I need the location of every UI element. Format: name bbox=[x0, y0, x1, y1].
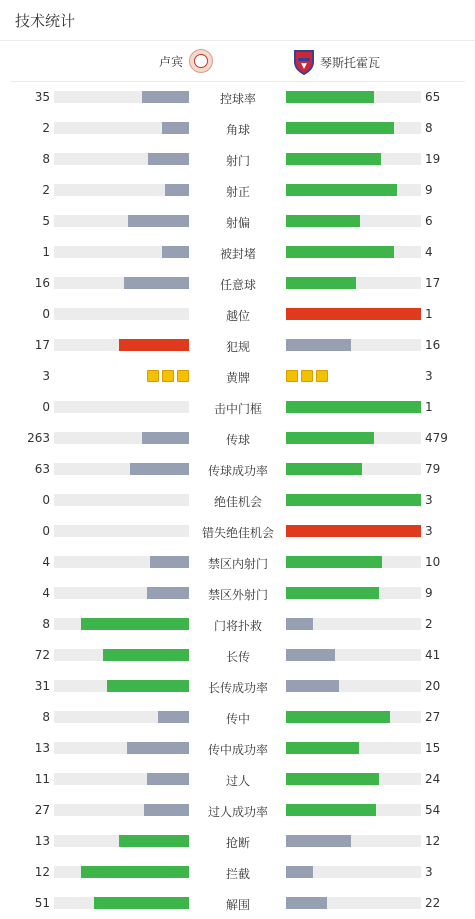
home-bar-fill bbox=[128, 215, 189, 227]
away-bar-fill bbox=[286, 432, 374, 444]
home-bar-fill bbox=[165, 184, 189, 196]
away-bar-track bbox=[286, 153, 421, 165]
away-bar-track bbox=[286, 339, 421, 351]
away-value: 9 bbox=[425, 183, 433, 197]
away-bar-fill bbox=[286, 277, 356, 289]
away-bar-fill bbox=[286, 649, 335, 661]
stat-label: 拦截 bbox=[225, 867, 250, 881]
stat-row bbox=[0, 330, 475, 361]
away-bar-fill bbox=[286, 463, 362, 475]
home-bar-track bbox=[54, 339, 189, 351]
stat-row bbox=[0, 795, 475, 826]
away-value: 3 bbox=[425, 865, 433, 879]
home-value: 0 bbox=[42, 493, 50, 507]
stat-label: 犯规 bbox=[225, 340, 250, 354]
home-team[interactable] bbox=[159, 49, 213, 73]
stat-row bbox=[0, 361, 475, 392]
home-bar-fill bbox=[107, 680, 189, 692]
home-value: 17 bbox=[34, 338, 50, 352]
away-value: 6 bbox=[425, 214, 433, 228]
home-bar-fill bbox=[162, 122, 189, 134]
stat-row bbox=[0, 609, 475, 640]
stat-label: 过人 bbox=[225, 774, 250, 788]
yellow-card-icon bbox=[177, 370, 189, 382]
away-value: 22 bbox=[425, 896, 441, 910]
away-bar-track bbox=[286, 246, 421, 258]
stat-row bbox=[0, 82, 475, 113]
home-bar-fill bbox=[81, 618, 189, 630]
home-bar-track bbox=[54, 649, 189, 661]
home-bar-track bbox=[54, 215, 189, 227]
home-value: 5 bbox=[42, 214, 50, 228]
home-bar-track bbox=[54, 835, 189, 847]
home-value: 63 bbox=[34, 462, 50, 476]
stat-row bbox=[0, 764, 475, 795]
home-bar-fill bbox=[130, 463, 189, 475]
stats-header bbox=[0, 0, 475, 41]
home-value: 12 bbox=[34, 865, 50, 879]
home-bar-track bbox=[54, 742, 189, 754]
away-value: 27 bbox=[425, 710, 441, 724]
home-value: 27 bbox=[34, 803, 50, 817]
stat-label: 任意球 bbox=[219, 278, 256, 292]
home-value: 3 bbox=[42, 369, 50, 383]
yellow-card-icon bbox=[286, 370, 298, 382]
stats-list bbox=[0, 82, 475, 919]
home-value: 2 bbox=[42, 121, 50, 135]
stat-label: 长传 bbox=[225, 650, 250, 664]
stat-row bbox=[0, 733, 475, 764]
away-value: 20 bbox=[425, 679, 441, 693]
away-bar-fill bbox=[286, 618, 313, 630]
away-bar-track bbox=[286, 432, 421, 444]
home-value: 8 bbox=[42, 617, 50, 631]
stat-row bbox=[0, 206, 475, 237]
home-bar-track bbox=[54, 463, 189, 475]
home-bar-track bbox=[54, 525, 189, 537]
away-bar-track bbox=[286, 866, 421, 878]
away-bar-fill bbox=[286, 339, 351, 351]
home-value: 0 bbox=[42, 400, 50, 414]
yellow-card-icon bbox=[316, 370, 328, 382]
stat-row bbox=[0, 237, 475, 268]
away-bar-fill bbox=[286, 866, 313, 878]
home-bar-fill bbox=[119, 835, 189, 847]
away-bar-track bbox=[286, 215, 421, 227]
home-bar-track bbox=[54, 91, 189, 103]
away-value: 9 bbox=[425, 586, 433, 600]
away-bar-fill bbox=[286, 680, 339, 692]
away-bar-fill bbox=[286, 122, 394, 134]
stat-row bbox=[0, 268, 475, 299]
stat-row bbox=[0, 113, 475, 144]
home-value: 4 bbox=[42, 555, 50, 569]
home-value: 16 bbox=[34, 276, 50, 290]
away-value: 3 bbox=[425, 524, 433, 538]
away-bar-track bbox=[286, 897, 421, 909]
home-bar-track bbox=[54, 680, 189, 692]
stat-row bbox=[0, 144, 475, 175]
stat-label: 禁区内射门 bbox=[207, 557, 268, 571]
away-value: 3 bbox=[425, 493, 433, 507]
away-bar-track bbox=[286, 308, 421, 320]
stat-row bbox=[0, 547, 475, 578]
stat-label: 传球 bbox=[225, 433, 250, 447]
away-bar-fill bbox=[286, 897, 327, 909]
stat-label: 控球率 bbox=[219, 92, 256, 106]
home-value: 0 bbox=[42, 307, 50, 321]
stat-label: 门将扑救 bbox=[213, 619, 262, 633]
stat-row bbox=[0, 640, 475, 671]
stat-label: 射门 bbox=[225, 154, 250, 168]
home-bar-track bbox=[54, 308, 189, 320]
home-bar-fill bbox=[147, 587, 189, 599]
stat-label: 错失绝佳机会 bbox=[201, 526, 274, 540]
stat-row bbox=[0, 857, 475, 888]
home-bar-fill bbox=[150, 556, 189, 568]
home-value: 13 bbox=[34, 741, 50, 755]
away-bar-fill bbox=[286, 525, 421, 537]
home-bar-track bbox=[54, 432, 189, 444]
stat-row bbox=[0, 299, 475, 330]
home-bar-fill bbox=[142, 91, 189, 103]
away-bar-track bbox=[286, 401, 421, 413]
away-value: 24 bbox=[425, 772, 441, 786]
home-value: 13 bbox=[34, 834, 50, 848]
home-bar-fill bbox=[119, 339, 189, 351]
page-title: 技术统计 bbox=[15, 12, 76, 30]
home-bar-fill bbox=[142, 432, 189, 444]
home-bar-track bbox=[54, 773, 189, 785]
away-bar-track bbox=[286, 91, 421, 103]
away-value: 10 bbox=[425, 555, 441, 569]
stat-label: 射偏 bbox=[225, 216, 250, 230]
stat-label: 绝佳机会 bbox=[213, 495, 262, 509]
home-bar-fill bbox=[148, 153, 189, 165]
away-value: 54 bbox=[425, 803, 441, 817]
away-bar-fill bbox=[286, 742, 359, 754]
away-value: 79 bbox=[425, 462, 441, 476]
yellow-card-icon bbox=[162, 370, 174, 382]
home-team-name: 卢宾 bbox=[158, 54, 183, 69]
stat-row bbox=[0, 888, 475, 919]
stat-row bbox=[0, 175, 475, 206]
away-yellow-cards bbox=[286, 370, 328, 382]
away-bar-fill bbox=[286, 153, 381, 165]
away-bar-fill bbox=[286, 215, 360, 227]
stat-label: 解围 bbox=[225, 898, 250, 912]
stat-label: 传中成功率 bbox=[207, 743, 268, 757]
away-bar-fill bbox=[286, 308, 421, 320]
away-bar-fill bbox=[286, 711, 390, 723]
home-bar-fill bbox=[127, 742, 189, 754]
home-bar-fill bbox=[124, 277, 189, 289]
away-bar-fill bbox=[286, 556, 382, 568]
away-bar-track bbox=[286, 184, 421, 196]
home-value: 2 bbox=[42, 183, 50, 197]
away-value: 1 bbox=[425, 307, 433, 321]
home-bar-track bbox=[54, 184, 189, 196]
home-bar-fill bbox=[144, 804, 189, 816]
away-bar-track bbox=[286, 711, 421, 723]
stat-label: 黄牌 bbox=[225, 371, 250, 385]
stat-row bbox=[0, 392, 475, 423]
home-value: 4 bbox=[42, 586, 50, 600]
away-value: 65 bbox=[425, 90, 441, 104]
home-bar-fill bbox=[103, 649, 189, 661]
stat-row bbox=[0, 516, 475, 547]
stat-row bbox=[0, 578, 475, 609]
teams-row bbox=[10, 41, 465, 82]
away-bar-fill bbox=[286, 494, 421, 506]
home-value: 72 bbox=[34, 648, 50, 662]
yellow-card-icon bbox=[147, 370, 159, 382]
home-value: 35 bbox=[34, 90, 50, 104]
away-bar-fill bbox=[286, 91, 374, 103]
away-value: 1 bbox=[425, 400, 433, 414]
home-value: 11 bbox=[34, 772, 50, 786]
away-team[interactable] bbox=[293, 49, 380, 75]
stat-label: 射正 bbox=[225, 185, 250, 199]
home-bar-track bbox=[54, 587, 189, 599]
away-value: 41 bbox=[425, 648, 441, 662]
away-value: 12 bbox=[425, 834, 441, 848]
stat-label: 击中门框 bbox=[213, 402, 262, 416]
home-bar-track bbox=[54, 618, 189, 630]
stat-label: 长传成功率 bbox=[207, 681, 268, 695]
home-value: 8 bbox=[42, 152, 50, 166]
away-bar-track bbox=[286, 835, 421, 847]
home-bar-track bbox=[54, 556, 189, 568]
stat-row bbox=[0, 485, 475, 516]
stat-row bbox=[0, 423, 475, 454]
stat-label: 抢断 bbox=[225, 836, 250, 850]
home-bar-track bbox=[54, 897, 189, 909]
yellow-card-icon bbox=[301, 370, 313, 382]
away-bar-fill bbox=[286, 804, 376, 816]
home-value: 31 bbox=[34, 679, 50, 693]
away-team-name: 琴斯托霍瓦 bbox=[320, 55, 381, 70]
away-bar-track bbox=[286, 525, 421, 537]
home-bar-track bbox=[54, 494, 189, 506]
away-bar-track bbox=[286, 742, 421, 754]
home-bar-fill bbox=[147, 773, 189, 785]
stat-label: 传球成功率 bbox=[207, 464, 268, 478]
away-value: 8 bbox=[425, 121, 433, 135]
home-bar-track bbox=[54, 153, 189, 165]
home-value: 8 bbox=[42, 710, 50, 724]
away-bar-track bbox=[286, 556, 421, 568]
home-value: 51 bbox=[34, 896, 50, 910]
home-value: 1 bbox=[42, 245, 50, 259]
home-bar-track bbox=[54, 277, 189, 289]
stat-label: 越位 bbox=[225, 309, 250, 323]
away-bar-fill bbox=[286, 587, 379, 599]
stat-row bbox=[0, 826, 475, 857]
away-bar-track bbox=[286, 680, 421, 692]
stat-label: 角球 bbox=[225, 123, 250, 137]
away-value: 2 bbox=[425, 617, 433, 631]
home-bar-track bbox=[54, 866, 189, 878]
away-value: 479 bbox=[425, 431, 448, 445]
away-value: 4 bbox=[425, 245, 433, 259]
away-bar-track bbox=[286, 277, 421, 289]
away-bar-track bbox=[286, 463, 421, 475]
home-bar-track bbox=[54, 711, 189, 723]
rakow-czestochowa-logo-icon bbox=[293, 49, 315, 75]
away-bar-track bbox=[286, 649, 421, 661]
away-bar-track bbox=[286, 494, 421, 506]
home-value: 263 bbox=[27, 431, 50, 445]
home-bar-track bbox=[54, 804, 189, 816]
away-bar-track bbox=[286, 618, 421, 630]
away-bar-track bbox=[286, 587, 421, 599]
home-bar-track bbox=[54, 122, 189, 134]
stat-label: 过人成功率 bbox=[207, 805, 268, 819]
home-bar-fill bbox=[81, 866, 189, 878]
home-bar-track bbox=[54, 246, 189, 258]
home-bar-track bbox=[54, 401, 189, 413]
away-value: 3 bbox=[425, 369, 433, 383]
stat-label: 被封堵 bbox=[219, 247, 256, 261]
stat-label: 禁区外射门 bbox=[207, 588, 268, 602]
away-bar-fill bbox=[286, 246, 394, 258]
home-bar-fill bbox=[158, 711, 189, 723]
stat-row bbox=[0, 702, 475, 733]
away-value: 16 bbox=[425, 338, 441, 352]
zaglebie-lubin-logo-icon bbox=[189, 49, 213, 73]
away-bar-fill bbox=[286, 401, 421, 413]
away-bar-fill bbox=[286, 773, 379, 785]
away-bar-track bbox=[286, 122, 421, 134]
away-value: 17 bbox=[425, 276, 441, 290]
stat-row bbox=[0, 671, 475, 702]
home-bar-fill bbox=[94, 897, 189, 909]
home-bar-fill bbox=[162, 246, 189, 258]
home-yellow-cards bbox=[147, 370, 189, 382]
away-value: 15 bbox=[425, 741, 441, 755]
stat-label: 传中 bbox=[225, 712, 250, 726]
away-value: 19 bbox=[425, 152, 441, 166]
away-bar-track bbox=[286, 804, 421, 816]
away-bar-fill bbox=[286, 184, 397, 196]
away-bar-track bbox=[286, 773, 421, 785]
home-value: 0 bbox=[42, 524, 50, 538]
stat-row bbox=[0, 454, 475, 485]
away-bar-fill bbox=[286, 835, 351, 847]
